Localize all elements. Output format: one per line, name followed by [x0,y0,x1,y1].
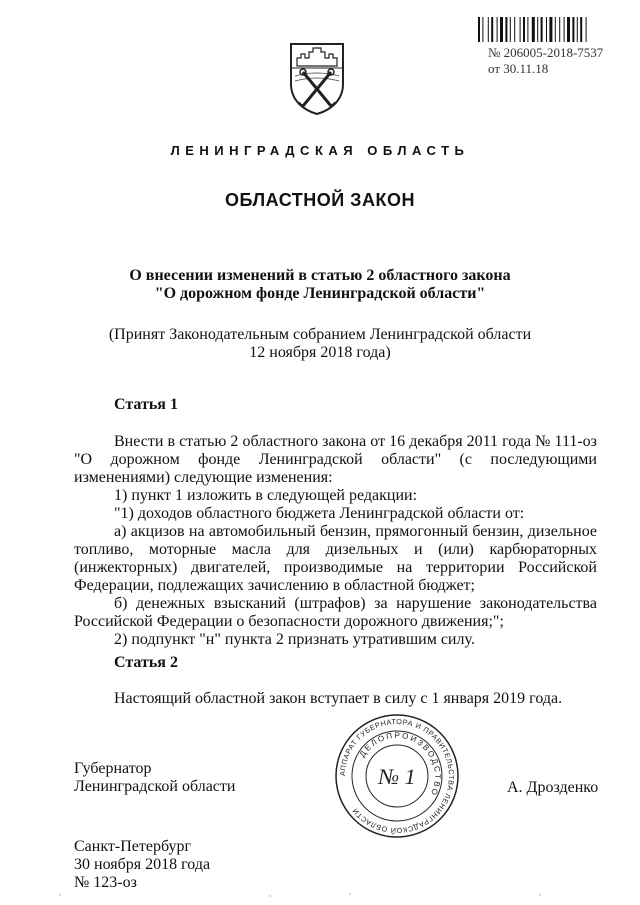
barcode-bar [580,17,582,42]
barcode-bar [546,17,547,42]
footer-date: 30 ноября 2018 года [74,856,211,873]
registration-number: № 206005-2018-7537 [488,45,604,60]
barcode-bar [572,17,574,42]
article-1-body [74,433,597,649]
law-title-line-2: "О дорожном фонде Ленинградской области" [154,285,486,302]
barcode-bar [549,17,552,42]
seal-outer-text: АППАРАТ ГУБЕРНАТОРА И ПРАВИТЕЛЬСТВА ЛЕНИНГРАДСКОЙ ОБЛАСТИ [337,716,457,836]
registration-stamp [488,45,603,77]
law-title-line-1: О внесении изменений в статью 2 областного закона [129,267,511,284]
barcode-bar [537,17,538,42]
signatory-position [74,760,235,796]
article-1-heading: Статья 1 [114,396,178,413]
article-1-intro: Внести в статью 2 областного закона от 16 декабря 2011 года № 111-оз "О дорожном фонде Ленинградской области" (с последующими изменениями) следующие изменения: [74,433,597,486]
barcode-bar [510,17,511,42]
signatory-name: А. Дрозденко [507,779,599,796]
barcode-bar [586,17,587,42]
footer-city: Санкт-Петербург [74,838,192,855]
barcode-bar [541,17,543,42]
article-1-subitem-b: б) денежных взысканий (штрафов) за нарушение законодательства Российской Федерации о безопасности дорожного движения;"; [74,595,597,630]
barcode-bar [478,17,480,42]
barcode [478,17,613,42]
barcode-bar [577,17,578,42]
region-name: ЛЕНИНГРАДСКАЯ ОБЛАСТЬ [170,143,470,158]
article-1-item-2: 2) подпункт "н" пункта 2 признать утратившим силу. [114,631,475,648]
signatory-position-line-2: Ленинградской области [74,778,236,795]
barcode-bar [523,17,525,42]
barcode-bar [520,17,521,42]
barcode-bar [514,17,515,42]
barcode-bar [482,17,483,42]
signatory-position-line-1: Губернатор [74,760,152,777]
barcode-bar [491,17,493,42]
article-1-quote-start: "1) доходов областного бюджета Ленинградской области от: [114,505,525,522]
barcode-bar [564,17,565,42]
barcode-bar [500,17,503,42]
barcode-bar [497,17,498,42]
barcode-bar [532,17,535,42]
seal-inner-text: ДЕЛОПРОИЗВОДСТВО [357,730,443,799]
adoption-note-line-2: 12 ноября 2018 года) [249,344,391,361]
article-1-item-1: 1) пункт 1 изложить в следующей редакции: [114,487,418,504]
article-2-heading: Статья 2 [114,654,178,671]
footer-law-number: № 123-оз [74,874,137,891]
scan-noise [20,890,620,900]
registration-date: от 30.11.18 [488,61,549,76]
barcode-bar [527,17,528,42]
document-type: ОБЛАСТНОЙ ЗАКОН [225,190,415,210]
coat-of-arms-icon [287,40,347,116]
barcode-bar [559,17,560,42]
barcode-bar [488,17,489,42]
seal-number: № 1 [378,764,416,789]
adoption-note-line-1: (Принят Законодательным собранием Ленинградской области [108,326,532,343]
barcode-bar [505,17,507,42]
article-1-subitem-a: а) акцизов на автомобильный бензин, прямогонный бензин, дизельное топливо, моторные масла для дизельных и (или) карбюраторных (инжекторных) двигателей, производимые на территории Российской Федерации, подлежащих зачислению в областной бюджет; [74,523,597,594]
barcode-bar [555,17,556,42]
adoption-note [0,326,640,362]
document-footer [74,838,210,892]
article-2-text: Настоящий областной закон вступает в силу с 1 января 2019 года. [114,690,563,707]
official-seal [334,713,460,839]
barcode-bar [567,17,570,42]
law-title [0,267,640,303]
